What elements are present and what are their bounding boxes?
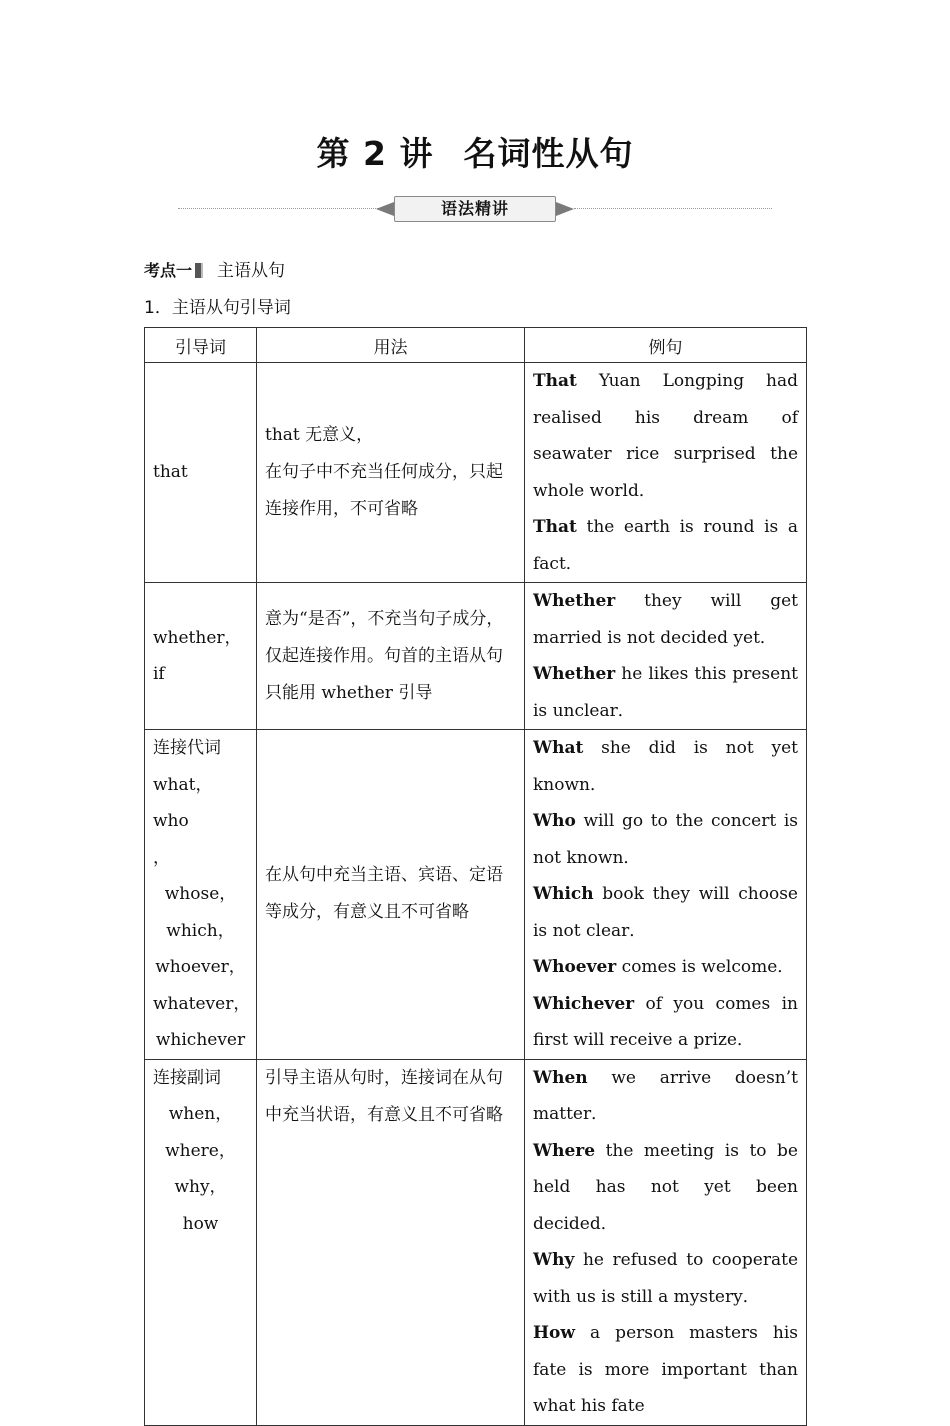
example-sentence: Whoever comes is welcome． [533, 957, 795, 977]
example-cell [525, 583, 807, 730]
section-heading [144, 256, 285, 281]
usage-line: 在句子中不充当任何成分，只起连接作用，不可省略 [265, 462, 503, 519]
usage-cell [257, 1059, 525, 1425]
section-banner [374, 196, 576, 222]
example-sentence: Which book they will choose is not clear． [533, 884, 798, 941]
table-row [145, 583, 807, 730]
lecture-title: 名词性从句 [463, 134, 634, 173]
header-usage: 用法 [257, 328, 525, 363]
word-cell [145, 1059, 257, 1425]
arrow-right-icon [556, 202, 574, 216]
example-cell [525, 1059, 807, 1425]
example-sentence: When we arrive doesn’t matter． [533, 1067, 798, 1124]
usage-cell [257, 583, 525, 730]
word-line: whichever [155, 1030, 246, 1050]
example-cell [525, 363, 807, 583]
word-line: ， [153, 847, 170, 868]
usage-cell [257, 363, 525, 583]
word-line: why， [174, 1177, 227, 1197]
word-line: whoever， [155, 957, 246, 977]
section-tag: 考点一 [144, 261, 193, 280]
example-sentence: Why he refused to cooperate with us is still a mystery． [533, 1250, 798, 1307]
word-line: when， [168, 1104, 233, 1124]
banner-label: 语法精讲 [394, 196, 556, 222]
example-cell [525, 730, 807, 1060]
banner-rule-left [178, 208, 378, 209]
example-sentence: That the earth is round is a fact． [533, 517, 798, 574]
word-line: which， [166, 920, 235, 941]
word-cell: whether，if [145, 583, 257, 730]
conjunction-table [144, 327, 807, 1426]
header-example: 例句 [525, 328, 807, 363]
section-title: 主语从句 [217, 261, 286, 281]
usage-line: 在从句中充当主语、宾语、定语等成分，有意义且不可省略 [265, 865, 503, 923]
word-category: 连接代词 [153, 738, 221, 758]
example-sentence: Whichever of you comes in first will receive a prize． [533, 993, 798, 1050]
word-cell [145, 730, 257, 1060]
example-sentence: What she did is not yet known． [533, 738, 798, 795]
page-title [0, 128, 950, 175]
usage-cell [257, 730, 525, 1060]
usage-line: 引导主语从句时，连接词在从句中充当状语，有意义且不可省略 [265, 1067, 503, 1125]
example-sentence: Who will go to the concert is not known． [533, 811, 798, 868]
example-sentence: That Yuan Longping had realised his dream of seawater rice surprised the whole world． [533, 371, 798, 501]
tag-marker-icon [195, 263, 203, 278]
arrow-left-icon [376, 202, 394, 216]
example-sentence: Whether he likes this present is unclear． [533, 664, 798, 721]
word-line: where， [165, 1140, 236, 1161]
word-line: whatever， [153, 993, 251, 1014]
example-sentence: Where the meeting is to be held has not yet been decided． [533, 1140, 798, 1234]
word-line: what， who [153, 774, 213, 831]
header-word: 引导词 [145, 328, 257, 363]
example-sentence: How a person masters his fate is more important than what his fate [533, 1323, 798, 1416]
table-header-row [145, 328, 807, 363]
table-row [145, 730, 807, 1060]
word-category: 连接副词 [153, 1067, 221, 1088]
usage-line: 意为“是否”，不充当句子成分，仅起连接作用。句首的主语从句只能用 whether 引导 [265, 608, 504, 703]
table-row [145, 363, 807, 583]
lecture-number: 第 2 讲 [316, 134, 434, 173]
word-cell: that [145, 363, 257, 583]
example-sentence: Whether they will get married is not decided yet． [533, 591, 798, 648]
usage-line: that 无意义， [265, 425, 374, 445]
word-line: how [182, 1213, 219, 1234]
word-line: whose， [164, 884, 237, 904]
banner-rule-right [574, 208, 772, 209]
table-row [145, 1059, 807, 1425]
subheading: 1．主语从句引导词 [144, 298, 291, 318]
